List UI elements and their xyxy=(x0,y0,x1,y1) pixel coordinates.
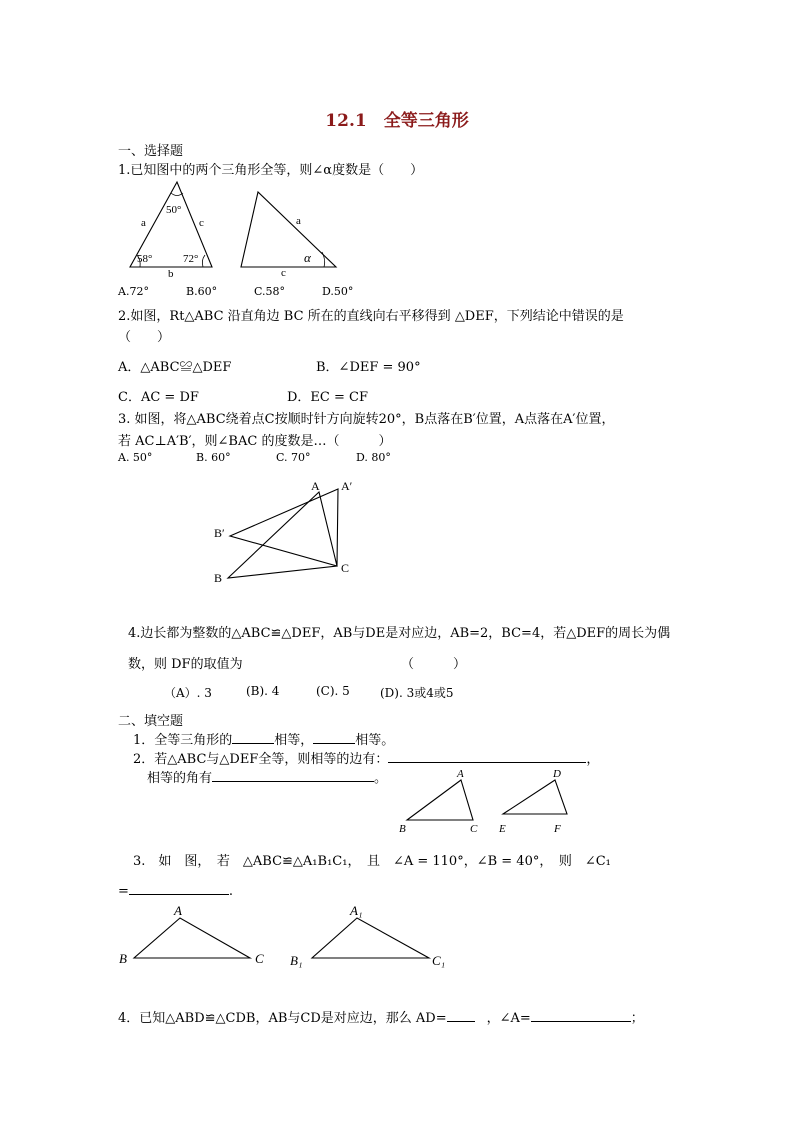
q3-line2: 若 AC⊥A′B′，则∠BAC 的度数是…（ ） xyxy=(118,434,392,449)
q2-line1: 2.如图，Rt△ABC 沿直角边 BC 所在的直线向右平移得到 △DEF，下列结论中错误的是 xyxy=(118,309,624,324)
q1-figure-left xyxy=(122,178,222,278)
q3-line1: 3. 如图，将△ABC绕着点C按顺时针方向旋转20°，B点落在B′位置，A点落在A′位置， xyxy=(118,412,615,427)
q1-left-angle-72: 72° xyxy=(183,253,199,265)
page-title: 12.1 全等三角形 xyxy=(325,111,469,131)
q4-option-a: （A）. 3 xyxy=(164,686,212,700)
fill-q1 xyxy=(133,729,394,748)
fill-q4-part2: ，∠A= xyxy=(486,1011,531,1026)
q1-option-a: A.72° xyxy=(118,285,149,298)
q1-right-side-c: c xyxy=(281,267,286,279)
fill-q3-label-c: C xyxy=(255,951,264,966)
fill-q1-blank1[interactable] xyxy=(232,730,274,744)
q4-paren: （ ） xyxy=(401,657,467,672)
fill-q3-label-c1: C₁ xyxy=(432,953,446,968)
q3-label-b: B xyxy=(214,571,223,585)
fill-q2-part2: ， xyxy=(586,752,600,767)
q1-text: 1.已知图中的两个三角形全等，则∠α度数是（ ） xyxy=(118,163,424,178)
section1-heading: 一、选择题 xyxy=(118,144,184,159)
q2-line2: （ ） xyxy=(118,330,171,345)
fill-q2-line2 xyxy=(147,767,387,786)
fill-q2-label-e: E xyxy=(499,823,506,835)
q4-option-b: (B). 4 xyxy=(246,684,280,698)
q2-option-c: C．AC = DF xyxy=(118,390,199,405)
q1-option-b: B.60° xyxy=(186,285,218,298)
fill-q2-part3: 相等的角有 xyxy=(147,771,213,786)
q2-option-d: D．EC = CF xyxy=(287,390,368,405)
fill-q3-dot: . xyxy=(228,884,234,899)
q2-option-a: A．△ABC≌△DEF xyxy=(118,360,232,375)
fill-q2-part1: 2．若△ABC与△DEF全等，则相等的边有： xyxy=(133,752,389,767)
fill-q1-part1: 1．全等三角形的 xyxy=(133,733,233,748)
q1-right-angle-alpha: α xyxy=(304,250,311,265)
q1-left-top-angle: 50° xyxy=(166,204,182,216)
fill-q3-figure xyxy=(112,900,462,975)
fill-q3-line1: 3. 如 图， 若 △ABC≌△A₁B₁C₁， 且 ∠A = 110°，∠B = 40°， 则 ∠C₁ xyxy=(133,854,611,869)
q1-left-side-b: b xyxy=(168,268,174,280)
q1-option-c: C.58° xyxy=(254,285,286,298)
fill-q2-figure xyxy=(395,764,575,840)
q4-line2: 数，则 DF的取值为 xyxy=(128,657,243,672)
fill-q2-label-a: A xyxy=(457,768,464,780)
fill-q3-eq: = xyxy=(118,884,129,899)
q3-rotation-figure xyxy=(205,474,365,589)
fill-q2-blank1[interactable] xyxy=(388,749,586,763)
q1-right-side-a: a xyxy=(296,215,301,227)
fill-q4-part3: ； xyxy=(630,1011,644,1026)
q3-label-a: A xyxy=(311,479,320,493)
fill-q1-part3: 相等。 xyxy=(355,733,395,748)
q1-left-side-c: c xyxy=(199,217,204,229)
fill-q2-label-f: F xyxy=(554,823,561,835)
fill-q1-blank2[interactable] xyxy=(313,730,355,744)
q3-option-c: C. 70° xyxy=(276,451,311,464)
fill-q2-part4: 。 xyxy=(374,771,388,786)
fill-q3-label-a: A xyxy=(174,903,182,918)
section2-heading: 二、填空题 xyxy=(118,714,184,729)
fill-q2-label-d: D xyxy=(553,768,561,780)
fill-q4-blank2[interactable] xyxy=(531,1008,631,1022)
fill-q4 xyxy=(118,1007,644,1026)
q3-label-b-prime: B′ xyxy=(214,526,225,540)
q4-line1: 4.边长都为整数的△ABC≌△DEF，AB与DE是对应边，AB=2，BC=4，若△DEF的周长为偶 xyxy=(128,626,671,641)
q3-label-c: C xyxy=(341,561,350,575)
fill-q2-label-b: B xyxy=(399,823,406,835)
fill-q2-blank2[interactable] xyxy=(212,768,374,782)
fill-q3-label-a1: A₁ xyxy=(350,903,363,918)
fill-q3-blank[interactable] xyxy=(129,881,229,895)
fill-q3-label-b: B xyxy=(119,951,127,966)
q1-left-side-a: a xyxy=(141,217,146,229)
q3-option-a: A. 50° xyxy=(118,451,153,464)
q4-option-d: (D). 3或4或5 xyxy=(380,686,454,700)
fill-q4-blank1[interactable] xyxy=(447,1008,475,1022)
q3-option-b: B. 60° xyxy=(196,451,231,464)
fill-q3-label-b1: B₁ xyxy=(290,953,303,968)
fill-q3-line2 xyxy=(118,881,233,899)
q3-label-a-prime: A′ xyxy=(341,479,353,493)
fill-q1-part2: 相等， xyxy=(274,733,314,748)
q1-left-angle-58: 58° xyxy=(137,253,153,265)
q4-option-c: (C). 5 xyxy=(316,684,350,698)
q3-option-d: D. 80° xyxy=(356,451,391,464)
q1-option-d: D.50° xyxy=(322,285,354,298)
fill-q2-label-c: C xyxy=(470,823,478,835)
q1-figure-right xyxy=(236,188,346,278)
fill-q4-part1: 4．已知△ABD≌△CDB，AB与CD是对应边，那么 AD= xyxy=(118,1011,447,1026)
q2-option-b: B．∠DEF = 90° xyxy=(316,360,421,375)
